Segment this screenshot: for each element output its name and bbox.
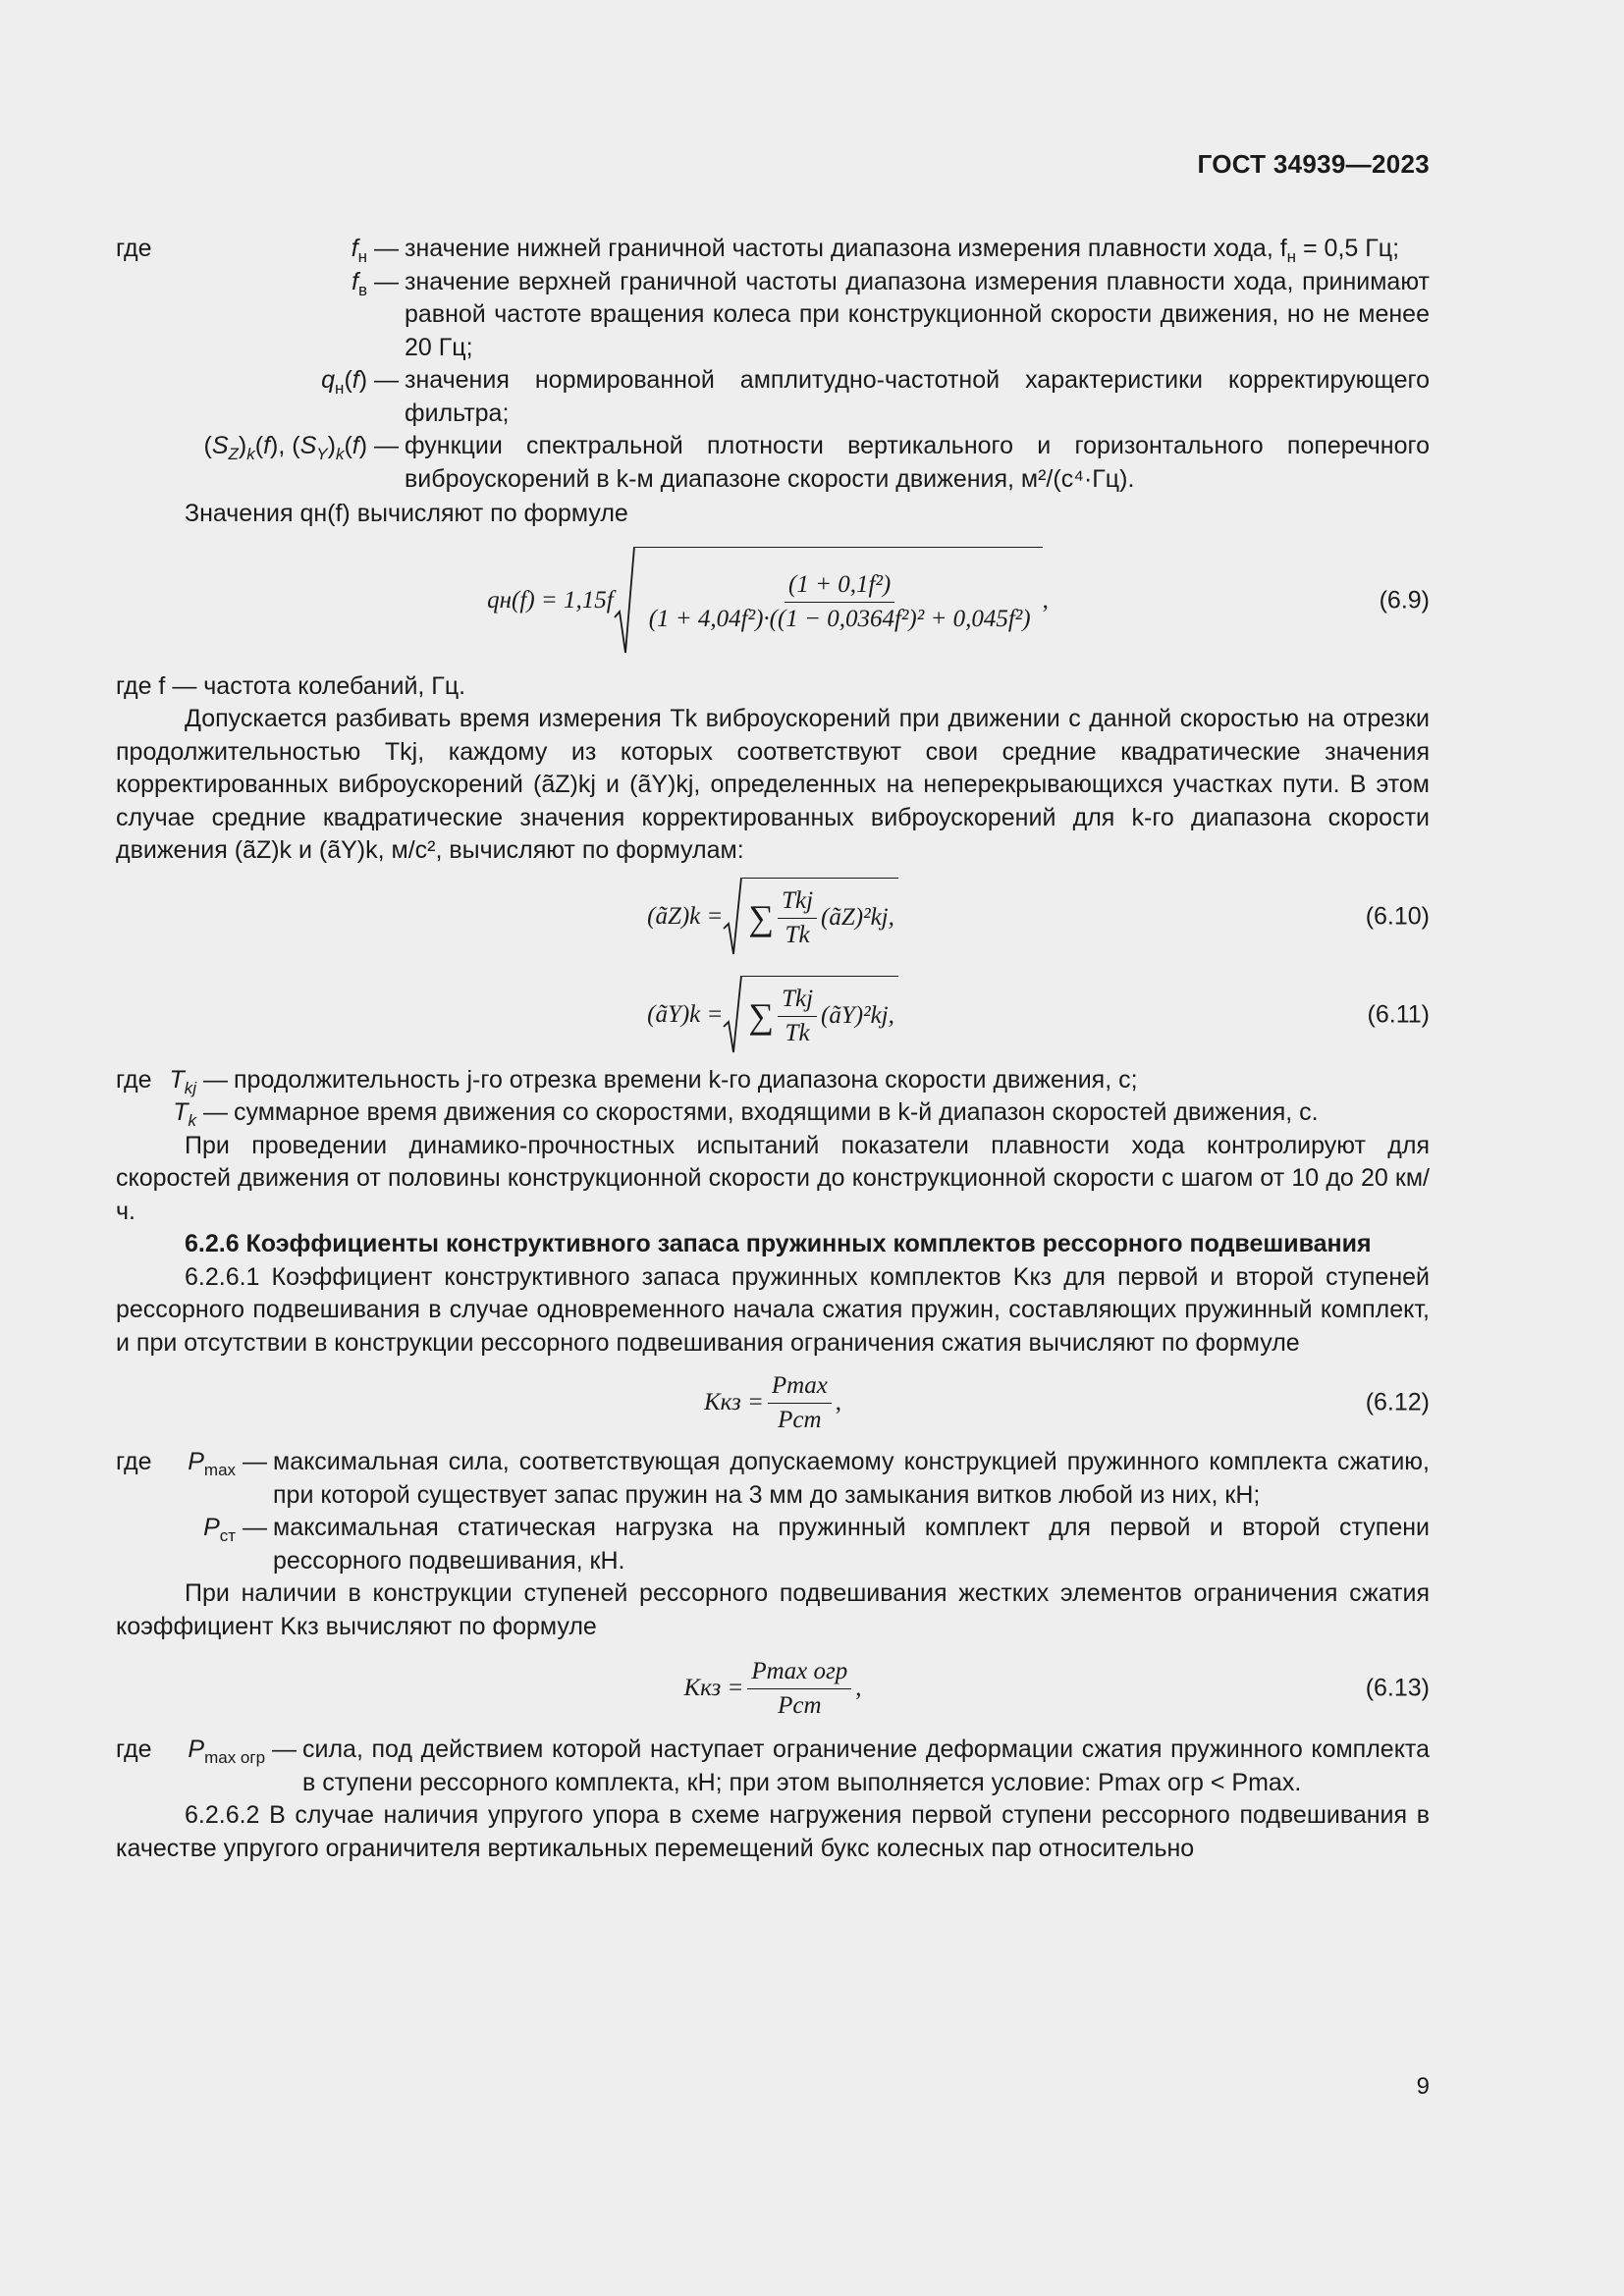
definitions-block-T	[116, 1064, 1430, 1130]
def-text-qn: значения нормированной амплитудно-частотной характеристики корректирующего фильтра;	[405, 366, 1430, 427]
definitions-block-Pogr	[116, 1734, 1430, 1799]
paragraph-qn-intro: Значения qн(f) вычисляют по формуле	[185, 500, 628, 527]
paragraph-6-2-6-2: 6.2.6.2 В случае наличия упругого упора в схеме нагружения первой ступени рессорного подвешивания в качестве упругого ограничителя вертикальных перемещений букс колесных пар относительно	[116, 1801, 1430, 1862]
formula-6-9-number: (6.9)	[1379, 585, 1430, 614]
def-term-tk: $T_k$ —	[173, 1098, 228, 1130]
formula-6-11-numerator: Tkj	[778, 985, 817, 1017]
paragraph-f-def: где f — частота колебаний, Гц.	[116, 671, 466, 700]
def-text-s: функции спектральной плотности вертикального и горизонтального поперечного виброускорений в k-м диапазоне скорости движения, м²/(с⁴·Гц).	[405, 432, 1430, 493]
formula-6-12-number: (6.12)	[1365, 1388, 1430, 1416]
def-text-fn: значение нижней граничной частоты диапазона измерения плавности хода, $f_н = 0,5$ Гц;	[405, 235, 1400, 266]
def-term-pmax: где $P_{max}$ —	[116, 1448, 267, 1479]
def-text-pmax: максимальная сила, соответствующая допускаемому конструкцией пружинного комплекта сжатию, при которой существует запас пружин на 3 мм до замыкания витков любой из них, кН;	[273, 1448, 1430, 1509]
formula-6-11-rhs: (ãY)²kj,	[821, 1002, 894, 1030]
section-title-6-2-6: 6.2.6 Коэффициенты конструктивного запаса пружинных комплектов рессорного подвешивания	[185, 1230, 1372, 1257]
paragraph-dynamic-tests: При проведении динамико-прочностных испытаний показатели плавности хода контролируют для скоростей движения от половины конструкционной скорости до конструкционной скорости с шагом от 10 до 20 км/ч.	[116, 1131, 1430, 1225]
definitions-block-P	[116, 1446, 1430, 1577]
formula-6-10-rhs: (ãZ)²kj,	[821, 904, 894, 932]
formula-6-13: Kкз = Pmax огр Pст , (6.13)	[683, 1657, 1430, 1719]
formula-6-12-denominator: Pст	[778, 1406, 822, 1433]
def-text-tkj: продолжительность j-го отрезка времени k-го диапазона скорости движения, с;	[234, 1065, 1138, 1094]
formula-6-9-sqrt	[614, 547, 1043, 655]
formula-6-10-number: (6.10)	[1365, 901, 1430, 930]
def-text-pst: максимальная статическая нагрузка на пружинный комплект для первой и второй ступени рессорного подвешивания, кН.	[273, 1514, 1430, 1575]
def-term-pst: $P_{ст}$ —	[203, 1514, 267, 1545]
page-number: 9	[1416, 2073, 1430, 2100]
paragraph-rigid-elements: При наличии в конструкции ступеней рессорного подвешивания жестких элементов ограничения сжатия коэффициент Kкз вычисляют по формуле	[116, 1579, 1430, 1640]
formula-6-12: Kкз = Pmax Pст , (6.12)	[703, 1371, 1430, 1433]
document-header: ГОСТ 34939—2023	[1197, 149, 1430, 179]
def-term-qn: $q_н(f)$ —	[321, 366, 399, 398]
paragraph-split: Допускается разбивать время измерения Tk виброускорений при движении с данной скоростью на отрезки продолжительностью Tkj, каждому из которых соответствуют свои средние квадратические значения корректированных виброускорений (ãZ)kj и (ãY)kj, определенных на неперекрывающихся участках пути. В этом случае средние квадратические значения корректированных виброускорений для k-го диапазона скорости движения (ãZ)k и (ãY)k, м/с², вычисляют по формулам:	[116, 705, 1430, 864]
def-text-tk: суммарное время движения со скоростями, входящими в k-й диапазон скоростей движения, с.	[234, 1098, 1319, 1126]
formula-6-11-number: (6.11)	[1367, 999, 1430, 1028]
definitions-block-1	[116, 233, 1430, 496]
formula-6-10-denominator: Tk	[785, 921, 810, 948]
formula-6-9-lhs: qн(f) = 1,15f	[487, 586, 614, 614]
formula-6-11-lhs: (ãY)k =	[647, 1000, 724, 1028]
formula-6-9-numerator: (1 + 0,1f²)	[785, 570, 894, 603]
def-text-pmax-ogr: сила, под действием которой наступает ограничение деформации сжатия пружинного комплекта в ступени рессорного комплекта, кН; при этом выполняется условие: Pmax огр < Pmax.	[302, 1735, 1430, 1796]
def-term-tkj: где $T_{kj}$ —	[116, 1065, 228, 1097]
formula-6-13-number: (6.13)	[1365, 1674, 1430, 1702]
def-term-fv: $f_в$ —	[352, 267, 399, 299]
where-label: где	[116, 235, 152, 262]
formula-6-13-lhs: Kкз =	[683, 1675, 744, 1702]
formula-6-12-lhs: Kкз =	[703, 1389, 764, 1416]
def-term-s: $(S_Z)_k(f)$, $(S_Y)_k(f)$ —	[203, 432, 399, 463]
formula-6-11-denominator: Tk	[785, 1019, 810, 1046]
page-content	[116, 233, 1430, 1865]
formula-6-9: qн(f) = 1,15f $\frac{\text{(1 + 0,1f²)}}{\text{(1 + 4,04f²)·((1 − 0,0364f²)² + 0,045f²)}}$ , (6.9)	[106, 531, 1430, 670]
formula-6-9-denominator: (1 + 4,04f²)·((1 − 0,0364f²)² + 0,045f²)	[648, 605, 1031, 632]
formula-6-13-denominator: Pст	[778, 1691, 822, 1719]
def-term-pmax-ogr: где $P_{max огр}$ —	[116, 1735, 297, 1767]
def-text-fv: значение верхней граничной частоты диапазона измерения плавности хода, принимают равной частоте вращения колеса при конструкционной скорости движения, но не менее 20 Гц;	[405, 267, 1430, 361]
formula-6-10	[116, 868, 1430, 966]
paragraph-6-2-6-1: 6.2.6.1 Коэффициент конструктивного запаса пружинных комплектов Kкз для первой и второй ступеней рессорного подвешивания в случае одновременного начала сжатия пружин, составляющих пружинный комплект, и при отсутствии в конструкции рессорного подвешивания ограничения сжатия вычисляют по формуле	[116, 1262, 1430, 1357]
formula-6-10-numerator: Tkj	[778, 886, 817, 919]
formula-6-10-lhs: (ãZ)k =	[647, 902, 724, 930]
formula-6-10-sqrt: ∑ Tkj Tk (ãZ)²kj,	[723, 878, 897, 956]
formula-6-13-numerator: Pmax огр	[747, 1657, 851, 1689]
formula-6-11	[116, 966, 1430, 1064]
formula-6-12-numerator: Pmax	[768, 1371, 832, 1404]
def-term-fn: $f_н$ —	[351, 235, 399, 266]
formula-6-11-sqrt: ∑ Tkj Tk (ãY)²kj,	[723, 976, 897, 1054]
